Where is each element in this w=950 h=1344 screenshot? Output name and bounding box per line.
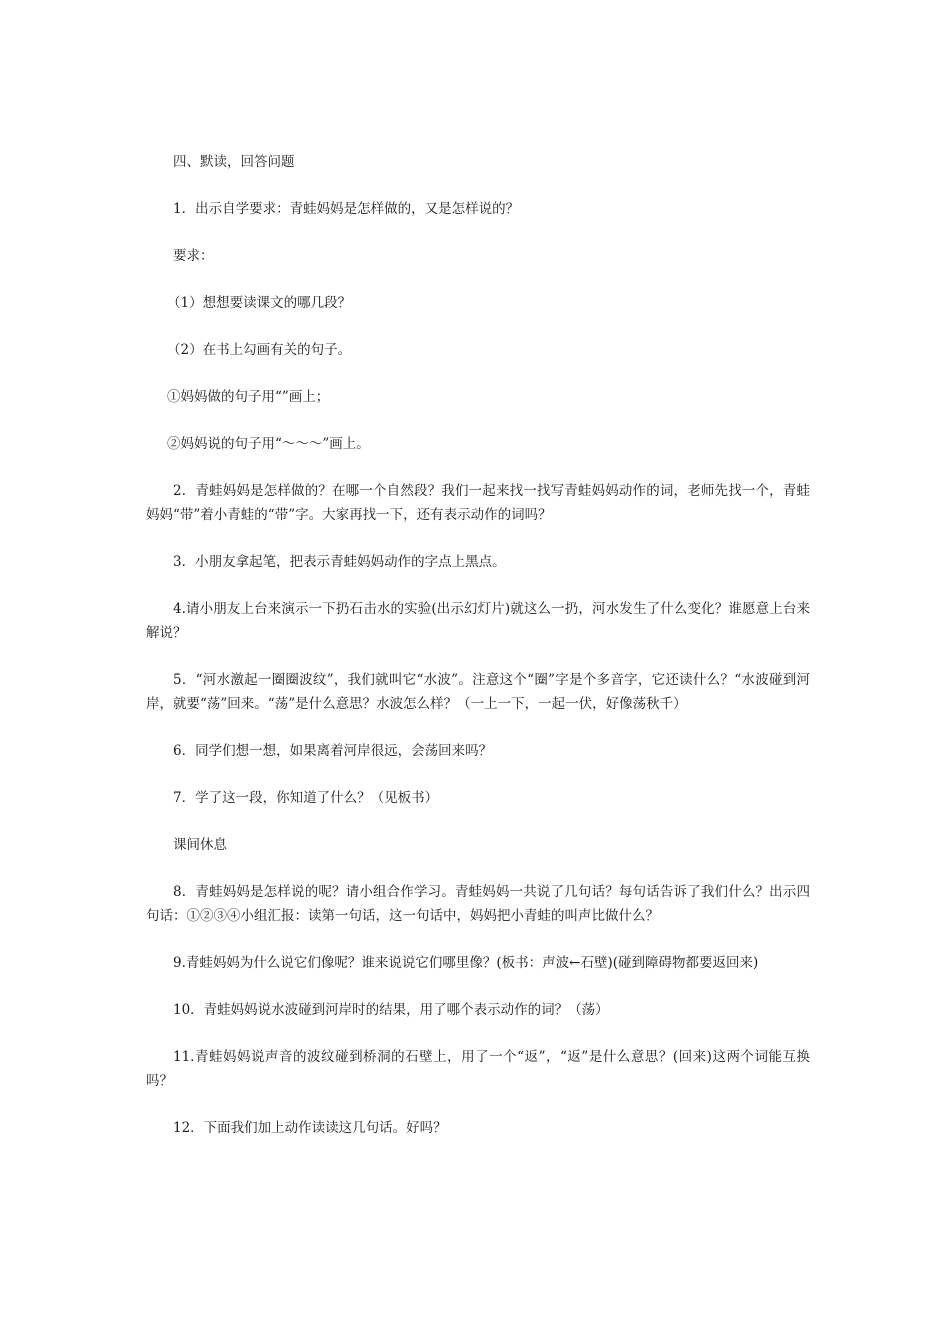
paragraph-8: 8．青蛙妈妈是怎样说的呢？请小组合作学习。青蛙妈妈一共说了几句话？每句话告诉了我们什么？出示四句话：①②③④小组汇报：读第一句话，这一句话中，妈妈把小青蛙的叫声比做什么？ <box>146 884 810 924</box>
paragraph-5: 5．“河水激起一圈圈波纹”，我们就叫它“水波”。注意这个“圈”字是个多音字，它还读什么？“水波碰到河岸，就要“荡”回来。“荡”是什么意思？水波怎么样？（一上一下，一起一伏，好像荡秋千） <box>146 672 810 712</box>
paragraph-1: 1．出示自学要求：青蛙妈妈是怎样做的，又是怎样说的？ <box>173 201 520 217</box>
paragraph-9: 9.青蛙妈妈为什么说它们像呢？谁来说说它们哪里像？(板书：声波←石壁)(碰到障碍物都要返回来) <box>173 955 759 971</box>
document-body <box>146 150 810 1163</box>
requirement-1: （1）想想要读课文的哪几段？ <box>167 295 352 311</box>
paragraph-2: 2．青蛙妈妈是怎样做的？在哪一个自然段？我们一起来找一找写青蛙妈妈动作的词，老师先找一个，青蛙妈妈“带”着小青蛙的“带”字。大家再找一下，还有表示动作的词吗？ <box>146 483 810 523</box>
paragraph-12: 12．下面我们加上动作读读这几句话。好吗？ <box>173 1120 447 1136</box>
section-heading: 四、默读，回答问题 <box>173 154 295 170</box>
paragraph-7: 7．学了这一段，你知道了什么？（见板书） <box>173 790 439 806</box>
paragraph-10: 10．青蛙妈妈说水波碰到河岸时的结果，用了哪个表示动作的词？（荡） <box>173 1002 609 1018</box>
break-heading: 课间休息 <box>173 837 227 853</box>
paragraph-11: 11.青蛙妈妈说声音的波纹碰到桥洞的石壁上，用了一个“返”，“返”是什么意思？(回来)这两个词能互换吗？ <box>146 1049 810 1089</box>
paragraph-6: 6．同学们想一想，如果离着河岸很远，会荡回来吗？ <box>173 743 493 759</box>
requirement-2: （2）在书上勾画有关的句子。 <box>167 342 352 358</box>
paragraph-requirements: 要求： <box>173 248 214 264</box>
requirement-2a: ①妈妈做的句子用“”画上； <box>167 389 330 405</box>
requirement-2b: ②妈妈说的句子用“～～～”画上。 <box>167 436 370 452</box>
paragraph-4: 4.请小朋友上台来演示一下扔石击水的实验(出示幻灯片)就这么一扔，河水发生了什么变化？谁愿意上台来解说？ <box>146 601 810 641</box>
paragraph-3: 3．小朋友拿起笔，把表示青蛙妈妈动作的字点上黑点。 <box>173 554 506 570</box>
